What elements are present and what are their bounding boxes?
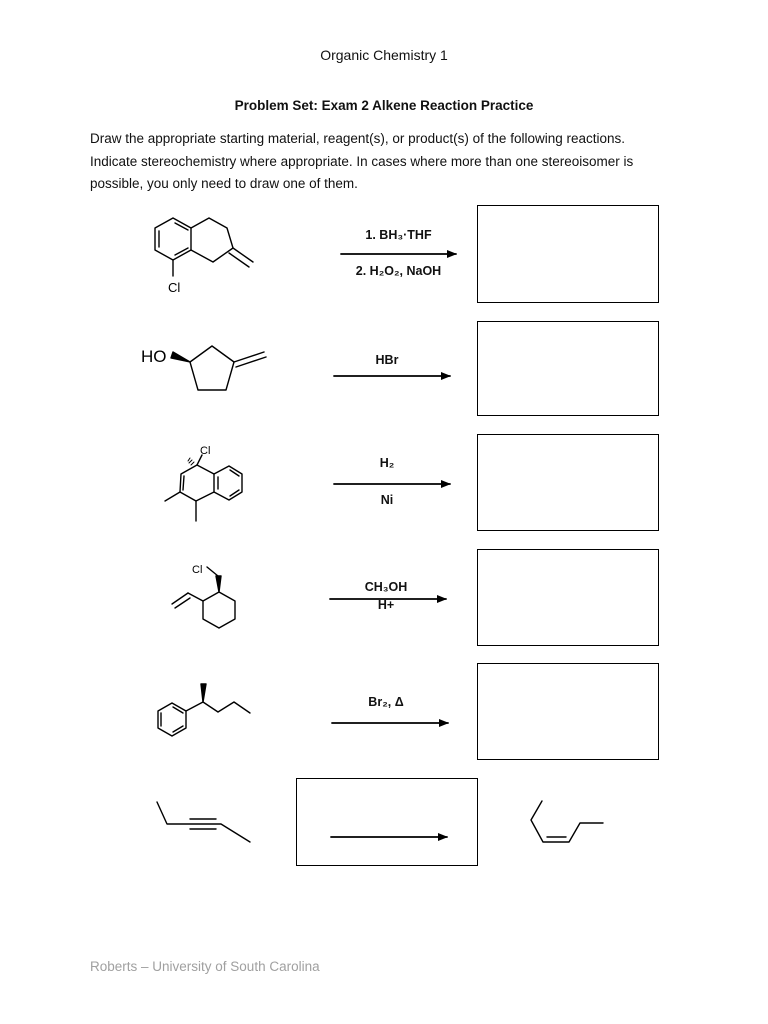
problem-4-cl-label: Cl (192, 564, 203, 576)
problem-2-reagent: HBr (375, 353, 399, 367)
problem-3-catalyst: Ni (380, 493, 394, 507)
instruction-line: possible, you only need to draw one of them. (90, 176, 358, 191)
problem-1-reagent-step1: 1. BH₃·THF (365, 228, 432, 242)
instruction-line: Draw the appropriate starting material, reagent(s), or product(s) of the following reactions. (90, 131, 625, 146)
problem-1-reagent-step2: 2. H₂O₂, NaOH (355, 264, 442, 278)
answer-box-6-reagent[interactable] (296, 778, 478, 866)
problem-1-cl-label: Cl (168, 280, 181, 295)
course-title: Organic Chemistry 1 (320, 47, 448, 63)
problem-3-cl-label: Cl (200, 445, 211, 457)
problem-1-structure (155, 218, 253, 295)
problem-set-title: Problem Set: Exam 2 Alkene Reaction Practice (234, 98, 534, 113)
answer-box-3[interactable] (477, 434, 659, 531)
problem-6-alkene (531, 801, 603, 842)
answer-box-5[interactable] (477, 663, 659, 760)
problem-3-reagent: H₂ (379, 456, 395, 470)
problem-2-ho-label: HO (141, 347, 167, 366)
answer-box-2[interactable] (477, 321, 659, 416)
problem-6-alkyne (157, 802, 250, 842)
problem-5-reagent: Br₂, Δ (368, 695, 404, 709)
answer-box-1[interactable] (477, 205, 659, 303)
problem-2-structure (141, 346, 266, 390)
problem-5-structure (158, 684, 250, 736)
problem-4-catalyst: H+ (377, 598, 395, 612)
problem-4-structure (172, 564, 235, 628)
problem-4-reagent: CH₃OH (364, 580, 408, 594)
answer-box-4[interactable] (477, 549, 659, 646)
footer-credit: Roberts – University of South Carolina (90, 959, 320, 974)
problem-3-structure (165, 445, 242, 521)
instruction-line: Indicate stereochemistry where appropriate. In cases where more than one stereoisomer is (90, 153, 634, 169)
